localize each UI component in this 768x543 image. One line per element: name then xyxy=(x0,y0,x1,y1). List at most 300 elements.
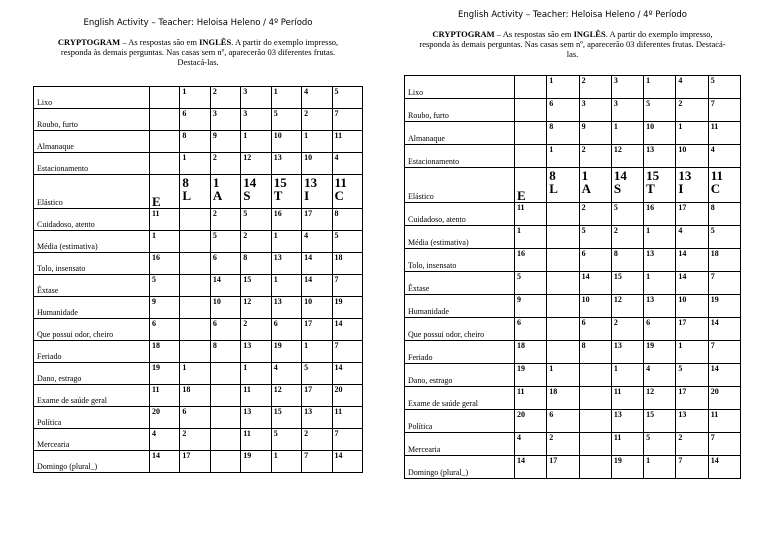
number-cell[interactable]: 5 xyxy=(241,209,271,231)
number-cell[interactable] xyxy=(210,429,240,451)
cryptogram-grid xyxy=(33,86,363,473)
number-cell[interactable]: 1 xyxy=(180,363,210,385)
number-cell[interactable]: 7 xyxy=(332,429,362,451)
number-cell[interactable]: 3 xyxy=(611,76,643,99)
grid-row xyxy=(34,341,363,363)
number-cell[interactable]: 1 xyxy=(611,364,643,387)
number-cell[interactable] xyxy=(180,253,210,275)
number-cell[interactable]: 12 xyxy=(241,297,271,319)
number-cell[interactable]: 4 xyxy=(302,231,332,253)
number-cell[interactable]: 7 xyxy=(332,109,362,131)
number-cell[interactable]: 14 xyxy=(676,249,708,272)
grid-row xyxy=(34,131,363,153)
number-cell[interactable]: 11 xyxy=(611,387,643,410)
number-cell[interactable]: 14 xyxy=(515,456,547,479)
number-cell[interactable]: 1 xyxy=(180,153,210,175)
number-cell[interactable]: 10 xyxy=(210,297,240,319)
number-cell[interactable]: 2 xyxy=(611,226,643,249)
number-cell[interactable]: 18 xyxy=(150,341,180,363)
number-cell[interactable] xyxy=(210,385,240,407)
number-cell[interactable]: 1 xyxy=(150,231,180,253)
number-cell[interactable]: 2 xyxy=(210,153,240,175)
clue-cell: Política xyxy=(34,407,150,429)
number-cell[interactable]: 18 xyxy=(708,249,740,272)
number-cell[interactable]: 10 xyxy=(271,131,301,153)
number-cell[interactable]: 6 xyxy=(579,249,611,272)
number-cell[interactable]: 8 xyxy=(708,203,740,226)
number-cell[interactable]: 13 I xyxy=(676,168,708,203)
number-cell[interactable]: 18 xyxy=(180,385,210,407)
grid-row xyxy=(34,209,363,231)
number-cell[interactable]: 1 xyxy=(644,76,676,99)
number-cell[interactable]: 15 xyxy=(241,275,271,297)
number-cell[interactable]: 15 xyxy=(611,272,643,295)
number-cell[interactable]: 6 xyxy=(150,319,180,341)
number-cell[interactable]: 5 xyxy=(708,226,740,249)
grid-row xyxy=(34,153,363,175)
number-cell[interactable]: 13 I xyxy=(302,175,332,209)
number-cell[interactable]: 3 xyxy=(210,109,240,131)
number-cell[interactable]: 6 xyxy=(180,407,210,429)
number-cell[interactable]: 5 xyxy=(708,76,740,99)
number-cell[interactable]: 12 xyxy=(611,295,643,318)
number-cell[interactable]: 10 xyxy=(302,153,332,175)
number-cell[interactable]: 6 xyxy=(547,410,579,433)
number-cell[interactable]: 11 C xyxy=(708,168,740,203)
number-cell[interactable]: 11 xyxy=(150,209,180,231)
number-cell[interactable]: 12 xyxy=(271,385,301,407)
clue-cell: Tolo, insensato xyxy=(405,249,515,272)
number-cell[interactable]: 8 L xyxy=(180,175,210,209)
number-cell[interactable]: 14 S xyxy=(611,168,643,203)
clue-cell: Almanaque xyxy=(405,122,515,145)
number-cell[interactable] xyxy=(210,407,240,429)
clue-cell: Cuidadoso, atento xyxy=(405,203,515,226)
number-cell[interactable]: 8 xyxy=(241,253,271,275)
number-cell[interactable]: 1 xyxy=(271,451,301,473)
number-cell[interactable]: 6 xyxy=(210,319,240,341)
clue-cell: Dano, estrago xyxy=(34,363,150,385)
number-cell[interactable]: 14 xyxy=(579,272,611,295)
number-cell[interactable]: 1 xyxy=(271,275,301,297)
number-cell[interactable]: 2 xyxy=(579,76,611,99)
number-cell[interactable]: 8 xyxy=(210,341,240,363)
number-cell[interactable]: 13 xyxy=(644,145,676,168)
grid-row xyxy=(405,145,741,168)
number-cell[interactable]: 3 xyxy=(241,109,271,131)
number-cell[interactable]: 7 xyxy=(302,451,332,473)
clue-cell: Feriado xyxy=(405,341,515,364)
number-cell[interactable]: 4 xyxy=(150,429,180,451)
number-cell[interactable]: 1 xyxy=(547,145,579,168)
number-cell[interactable]: 14 xyxy=(302,275,332,297)
number-cell[interactable]: 11 C xyxy=(332,175,362,209)
number-cell[interactable]: 7 xyxy=(676,456,708,479)
worksheet-header: English Activity – Teacher: Heloisa Heleno / 4º Período xyxy=(458,10,687,20)
number-cell[interactable]: 1 xyxy=(180,87,210,109)
number-cell[interactable]: 20 xyxy=(515,410,547,433)
number-cell[interactable]: 7 xyxy=(332,341,362,363)
number-cell[interactable]: 1 xyxy=(644,226,676,249)
number-cell[interactable]: 5 xyxy=(271,429,301,451)
number-cell[interactable]: 5 xyxy=(515,272,547,295)
number-cell[interactable]: 13 xyxy=(302,407,332,429)
number-cell[interactable]: 14 xyxy=(150,451,180,473)
number-cell[interactable]: 5 xyxy=(644,99,676,122)
grid-row xyxy=(405,249,741,272)
number-cell[interactable] xyxy=(579,433,611,456)
number-cell[interactable]: 9 xyxy=(150,297,180,319)
number-cell[interactable]: 1 xyxy=(644,456,676,479)
clue-cell: Média (estimativa) xyxy=(405,226,515,249)
number-cell[interactable]: 11 xyxy=(515,203,547,226)
number-cell[interactable]: 14 xyxy=(332,363,362,385)
grid-row xyxy=(405,76,741,99)
number-cell[interactable] xyxy=(579,456,611,479)
clue-cell: Exame de saúde geral xyxy=(405,387,515,410)
number-cell[interactable]: 7 xyxy=(708,99,740,122)
grid-row xyxy=(34,231,363,253)
number-cell[interactable]: 19 xyxy=(708,295,740,318)
grid-row xyxy=(405,122,741,145)
number-cell[interactable] xyxy=(547,226,579,249)
number-cell[interactable]: 15 xyxy=(271,407,301,429)
number-cell[interactable]: 11 xyxy=(332,407,362,429)
number-cell[interactable]: 8 xyxy=(180,131,210,153)
number-cell[interactable]: 5 xyxy=(150,275,180,297)
number-cell[interactable]: 14 xyxy=(332,451,362,473)
number-cell[interactable] xyxy=(180,297,210,319)
number-cell[interactable]: 16 xyxy=(271,209,301,231)
number-cell[interactable] xyxy=(180,209,210,231)
instructions: CRYPTOGRAM – As respostas são em INGLÊS. A partir do exemplo impresso, responda às demais perguntas. Nas casas sem nº, aparecerão 03 diferentes frutas. Destacá-las. xyxy=(419,29,726,59)
number-cell[interactable]: 6 xyxy=(579,318,611,341)
number-cell[interactable]: 17 xyxy=(302,209,332,231)
number-cell[interactable]: 5 xyxy=(676,364,708,387)
number-cell[interactable]: 4 xyxy=(515,433,547,456)
number-cell[interactable]: 4 xyxy=(644,364,676,387)
number-cell[interactable]: 2 xyxy=(210,209,240,231)
grid-row xyxy=(405,295,741,318)
number-cell[interactable]: 5 xyxy=(271,109,301,131)
number-cell[interactable]: 20 xyxy=(708,387,740,410)
clue-cell: Dano, estrago xyxy=(405,364,515,387)
number-cell[interactable]: 1 A xyxy=(210,175,240,209)
number-cell[interactable]: 14 S xyxy=(241,175,271,209)
number-cell[interactable] xyxy=(515,99,547,122)
number-cell[interactable]: 11 xyxy=(708,122,740,145)
number-cell[interactable]: 1 xyxy=(241,363,271,385)
number-cell[interactable]: 7 xyxy=(708,272,740,295)
clue-cell: Tolo, insensato xyxy=(34,253,150,275)
number-cell[interactable]: 6 xyxy=(547,99,579,122)
number-cell[interactable] xyxy=(547,272,579,295)
grid-row xyxy=(405,318,741,341)
number-cell[interactable]: 6 xyxy=(515,318,547,341)
number-cell[interactable]: 11 xyxy=(150,385,180,407)
number-cell[interactable]: 5 xyxy=(210,231,240,253)
number-cell[interactable]: 2 xyxy=(676,433,708,456)
number-cell[interactable]: 8 xyxy=(579,341,611,364)
number-cell[interactable] xyxy=(579,410,611,433)
number-cell[interactable]: 1 xyxy=(271,231,301,253)
number-cell[interactable]: 13 xyxy=(611,341,643,364)
number-cell[interactable]: 15 T xyxy=(644,168,676,203)
number-cell[interactable]: 6 xyxy=(271,319,301,341)
number-cell[interactable]: 10 xyxy=(676,145,708,168)
clue-cell: Estacionamento xyxy=(34,153,150,175)
number-cell[interactable]: 17 xyxy=(676,203,708,226)
number-cell[interactable]: 16 xyxy=(515,249,547,272)
number-cell[interactable]: 2 xyxy=(579,145,611,168)
number-cell[interactable]: 11 xyxy=(241,385,271,407)
number-cell[interactable]: 17 xyxy=(547,456,579,479)
number-cell[interactable]: 14 xyxy=(210,275,240,297)
number-cell[interactable]: 10 xyxy=(579,295,611,318)
number-cell[interactable]: 14 xyxy=(708,456,740,479)
number-cell[interactable]: 1 A xyxy=(579,168,611,203)
number-cell[interactable] xyxy=(210,451,240,473)
number-cell[interactable]: 13 xyxy=(241,407,271,429)
worksheet-header: English Activity – Teacher: Heloisa Heleno / 4º Período xyxy=(83,18,313,28)
number-cell[interactable]: 19 xyxy=(611,456,643,479)
clue-cell: Domingo (plural_) xyxy=(34,451,150,473)
clue-cell: Mercearia xyxy=(405,433,515,456)
number-cell[interactable] xyxy=(515,145,547,168)
number-cell[interactable]: 14 xyxy=(708,364,740,387)
grid-row xyxy=(34,407,363,429)
number-cell[interactable] xyxy=(180,275,210,297)
grid-row xyxy=(34,297,363,319)
number-cell[interactable]: 8 xyxy=(547,122,579,145)
number-cell[interactable]: 19 xyxy=(271,341,301,363)
number-cell[interactable]: 3 xyxy=(579,99,611,122)
number-cell[interactable] xyxy=(180,319,210,341)
number-cell[interactable]: 13 xyxy=(611,410,643,433)
number-cell[interactable]: 1 xyxy=(241,131,271,153)
number-cell[interactable]: 2 xyxy=(241,319,271,341)
number-cell[interactable]: 4 xyxy=(676,76,708,99)
instructions: CRYPTOGRAM – As respostas são em INGLÊS. A partir do exemplo impresso, responda às demais perguntas. Nas casas sem nº, aparecerão 03 diferentes frutas. Destacá-las. xyxy=(57,37,339,67)
number-cell[interactable]: 20 xyxy=(150,407,180,429)
clue-cell: Elástico xyxy=(34,175,150,209)
number-cell[interactable] xyxy=(515,122,547,145)
number-cell[interactable]: 2 xyxy=(210,87,240,109)
number-cell[interactable]: 9 xyxy=(210,131,240,153)
number-cell[interactable]: 1 xyxy=(547,364,579,387)
clue-cell: Cuidadoso, atento xyxy=(34,209,150,231)
grid-row xyxy=(34,109,363,131)
grid-row xyxy=(34,429,363,451)
number-cell[interactable]: 6 xyxy=(210,253,240,275)
clue-cell: Estacionamento xyxy=(405,145,515,168)
number-cell[interactable]: 1 xyxy=(302,341,332,363)
grid-row xyxy=(405,168,741,203)
number-cell[interactable]: 13 xyxy=(644,249,676,272)
number-cell[interactable]: 18 xyxy=(332,253,362,275)
number-cell[interactable]: 11 xyxy=(515,387,547,410)
number-cell[interactable]: 14 xyxy=(708,318,740,341)
grid-row xyxy=(34,363,363,385)
number-cell[interactable]: 17 xyxy=(676,387,708,410)
clue-cell: Roubo, furto xyxy=(405,99,515,122)
number-cell[interactable] xyxy=(150,87,180,109)
number-cell[interactable]: 5 xyxy=(332,87,362,109)
grid-row xyxy=(34,451,363,473)
clue-cell: Que possui odor, cheiro xyxy=(405,318,515,341)
number-cell[interactable] xyxy=(150,109,180,131)
number-cell[interactable]: 13 xyxy=(241,341,271,363)
number-cell[interactable]: 1 xyxy=(547,76,579,99)
number-cell[interactable] xyxy=(579,364,611,387)
number-cell[interactable]: 5 xyxy=(302,363,332,385)
number-cell[interactable]: 4 xyxy=(302,87,332,109)
number-cell[interactable]: 7 xyxy=(332,275,362,297)
grid-row xyxy=(405,410,741,433)
number-cell[interactable] xyxy=(547,295,579,318)
number-cell[interactable]: 4 xyxy=(676,226,708,249)
number-cell[interactable]: 10 xyxy=(644,122,676,145)
number-cell[interactable]: 18 xyxy=(515,341,547,364)
number-cell[interactable]: 12 xyxy=(241,153,271,175)
grid-row xyxy=(34,175,363,209)
number-cell[interactable]: 10 xyxy=(676,295,708,318)
clue-cell: Elástico xyxy=(405,168,515,203)
instructions-title: CRYPTOGRAM xyxy=(57,37,121,47)
number-cell[interactable]: 15 xyxy=(644,410,676,433)
grid-row xyxy=(405,226,741,249)
number-cell[interactable]: 1 xyxy=(676,122,708,145)
number-cell[interactable]: 8 xyxy=(332,209,362,231)
number-cell[interactable]: 17 xyxy=(180,451,210,473)
number-cell[interactable]: 13 xyxy=(644,295,676,318)
number-cell[interactable]: 11 xyxy=(611,433,643,456)
number-cell[interactable]: 6 xyxy=(180,109,210,131)
number-cell[interactable] xyxy=(150,131,180,153)
number-cell[interactable]: E xyxy=(515,168,547,203)
grid-row xyxy=(405,272,741,295)
number-cell[interactable]: 4 xyxy=(271,363,301,385)
number-cell[interactable] xyxy=(180,231,210,253)
cryptogram-grid xyxy=(404,75,741,479)
number-cell[interactable]: 14 xyxy=(332,319,362,341)
number-cell[interactable] xyxy=(210,363,240,385)
number-cell[interactable]: 4 xyxy=(708,145,740,168)
number-cell[interactable] xyxy=(150,153,180,175)
number-cell[interactable]: 19 xyxy=(332,297,362,319)
number-cell[interactable]: 3 xyxy=(611,99,643,122)
number-cell[interactable]: 6 xyxy=(644,318,676,341)
number-cell[interactable]: 1 xyxy=(302,131,332,153)
number-cell[interactable]: 19 xyxy=(515,364,547,387)
number-cell[interactable]: 17 xyxy=(302,319,332,341)
instructions-title: CRYPTOGRAM xyxy=(432,29,495,39)
number-cell[interactable]: 12 xyxy=(644,387,676,410)
number-cell[interactable]: 1 xyxy=(676,341,708,364)
number-cell[interactable]: 2 xyxy=(676,99,708,122)
number-cell[interactable]: 14 xyxy=(302,253,332,275)
number-cell[interactable]: 9 xyxy=(579,122,611,145)
number-cell[interactable]: 19 xyxy=(241,451,271,473)
number-cell[interactable]: 8 L xyxy=(547,168,579,203)
number-cell[interactable]: 17 xyxy=(676,318,708,341)
clue-cell: Média (estimativa) xyxy=(34,231,150,253)
number-cell[interactable]: 20 xyxy=(332,385,362,407)
number-cell[interactable]: 13 xyxy=(271,153,301,175)
number-cell[interactable] xyxy=(547,318,579,341)
number-cell[interactable]: 5 xyxy=(644,433,676,456)
number-cell[interactable]: 1 xyxy=(515,226,547,249)
grid-row xyxy=(405,364,741,387)
number-cell[interactable]: 4 xyxy=(332,153,362,175)
number-cell[interactable]: 14 xyxy=(676,272,708,295)
clue-cell: Política xyxy=(405,410,515,433)
number-cell[interactable] xyxy=(547,341,579,364)
number-cell[interactable]: 1 xyxy=(644,272,676,295)
number-cell[interactable]: 17 xyxy=(302,385,332,407)
number-cell[interactable]: 11 xyxy=(332,131,362,153)
number-cell[interactable]: 2 xyxy=(611,318,643,341)
number-cell[interactable]: 2 xyxy=(302,109,332,131)
number-cell[interactable]: 12 xyxy=(611,145,643,168)
number-cell[interactable]: 11 xyxy=(708,410,740,433)
number-cell[interactable]: 10 xyxy=(302,297,332,319)
number-cell[interactable] xyxy=(180,341,210,363)
number-cell[interactable]: 13 xyxy=(271,253,301,275)
number-cell[interactable]: 2 xyxy=(579,203,611,226)
number-cell[interactable]: 1 xyxy=(271,87,301,109)
number-cell[interactable]: 2 xyxy=(302,429,332,451)
number-cell[interactable]: 11 xyxy=(241,429,271,451)
number-cell[interactable]: 13 xyxy=(676,410,708,433)
number-cell[interactable] xyxy=(515,76,547,99)
number-cell[interactable]: 19 xyxy=(150,363,180,385)
number-cell[interactable]: 3 xyxy=(241,87,271,109)
clue-cell: Domingo (plural_) xyxy=(405,456,515,479)
number-cell[interactable]: 7 xyxy=(708,433,740,456)
grid-row xyxy=(34,275,363,297)
number-cell[interactable]: 8 xyxy=(611,249,643,272)
number-cell[interactable]: 1 xyxy=(611,122,643,145)
number-cell[interactable]: 19 xyxy=(644,341,676,364)
clue-cell: Exame de saúde geral xyxy=(34,385,150,407)
number-cell[interactable]: 13 xyxy=(271,297,301,319)
number-cell[interactable]: 2 xyxy=(241,231,271,253)
number-cell[interactable]: 7 xyxy=(708,341,740,364)
number-cell[interactable]: 9 xyxy=(515,295,547,318)
clue-cell: Feriado xyxy=(34,341,150,363)
grid-row xyxy=(405,203,741,226)
number-cell[interactable]: 18 xyxy=(547,387,579,410)
clue-cell: Lixo xyxy=(405,76,515,99)
number-cell[interactable]: 15 T xyxy=(271,175,301,209)
number-cell[interactable]: 5 xyxy=(579,226,611,249)
number-cell[interactable]: 2 xyxy=(547,433,579,456)
clue-cell: Êxtase xyxy=(405,272,515,295)
number-cell[interactable]: E xyxy=(150,175,180,209)
grid-row xyxy=(405,387,741,410)
clue-cell: Lixo xyxy=(34,87,150,109)
number-cell[interactable] xyxy=(547,249,579,272)
number-cell[interactable]: 5 xyxy=(332,231,362,253)
number-cell[interactable]: 16 xyxy=(644,203,676,226)
number-cell[interactable] xyxy=(547,203,579,226)
number-cell[interactable] xyxy=(579,387,611,410)
number-cell[interactable]: 5 xyxy=(611,203,643,226)
number-cell[interactable]: 16 xyxy=(150,253,180,275)
grid-row xyxy=(34,253,363,275)
number-cell[interactable]: 2 xyxy=(180,429,210,451)
